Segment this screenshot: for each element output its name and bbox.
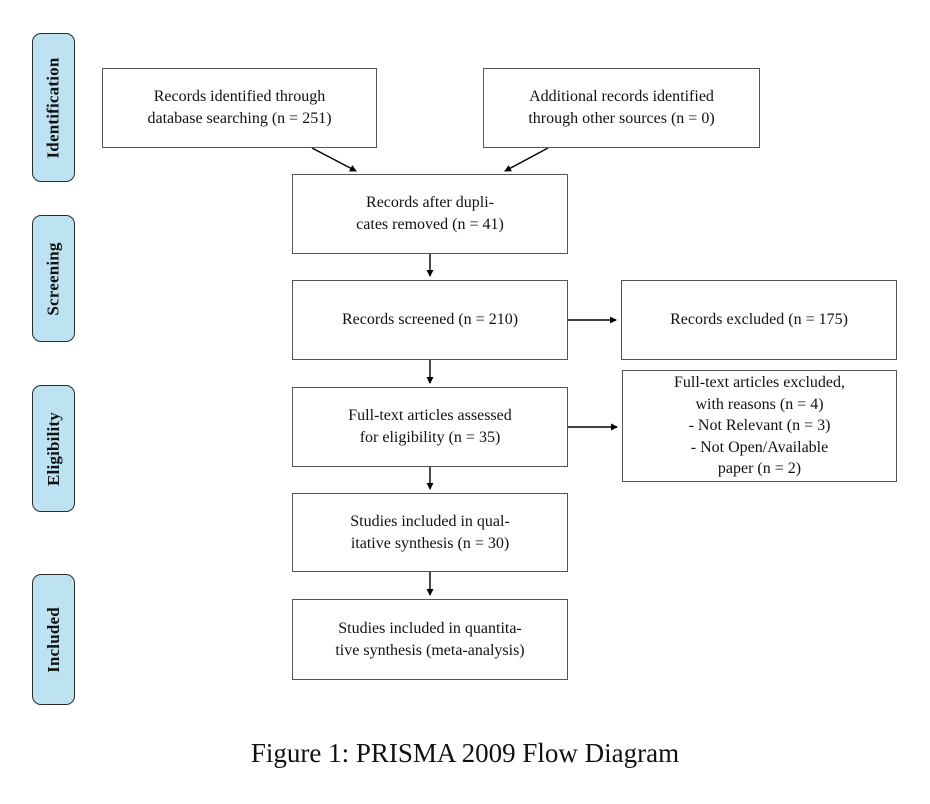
box-text-line: with reasons (n = 4) bbox=[695, 395, 824, 413]
box-text-line: paper (n = 2) bbox=[717, 460, 802, 478]
box-text-line: Records identified through bbox=[153, 88, 326, 105]
box-text-line: Records excluded (n = 175) bbox=[670, 311, 848, 328]
stage-label-text: Eligibility bbox=[43, 411, 63, 486]
box-text bbox=[103, 86, 376, 130]
figure-caption: Figure 1: PRISMA 2009 Flow Diagram bbox=[250, 738, 680, 768]
box-text bbox=[484, 86, 759, 130]
box-text-line: Records after dupli- bbox=[366, 194, 494, 211]
box-text-line: tive synthesis (meta-analysis) bbox=[335, 641, 525, 659]
box-text-line: Studies included in quantita- bbox=[338, 619, 522, 637]
box-text-line: Studies included in qual- bbox=[350, 512, 510, 530]
box-text bbox=[293, 618, 567, 662]
stage-label-included bbox=[32, 574, 75, 705]
stage-label-identification bbox=[32, 33, 75, 182]
box-fulltext-articles-assessed bbox=[292, 387, 568, 467]
box-text bbox=[623, 372, 896, 480]
box-text bbox=[293, 192, 567, 236]
box-text-line: - Not Relevant (n = 3) bbox=[688, 417, 831, 435]
box-fulltext-articles-excluded bbox=[622, 370, 897, 482]
box-text bbox=[293, 511, 567, 555]
box-records-identified-database bbox=[102, 68, 377, 148]
box-text bbox=[293, 405, 567, 449]
box-text-line: - Not Open/Available bbox=[690, 438, 829, 456]
box-text-line: Full-text articles excluded, bbox=[673, 374, 846, 392]
box-text-line: Additional records identified bbox=[529, 88, 714, 105]
stage-label-text: Identification bbox=[43, 56, 63, 159]
box-additional-records-other-sources bbox=[483, 68, 760, 148]
box-records-screened bbox=[292, 280, 568, 360]
box-text bbox=[622, 309, 896, 331]
box-text bbox=[293, 309, 567, 331]
box-text-line: Records screened (n = 210) bbox=[341, 311, 519, 328]
box-records-excluded bbox=[621, 280, 897, 360]
box-text-line: for eligibility (n = 35) bbox=[359, 429, 501, 446]
box-text-line: Full-text articles assessed bbox=[348, 407, 512, 424]
box-text-line: itative synthesis (n = 30) bbox=[350, 534, 510, 552]
arrow-identified-other-to-duplicates bbox=[505, 148, 548, 171]
box-studies-quantitative-synthesis bbox=[292, 599, 568, 680]
box-text-line: cates removed (n = 41) bbox=[356, 216, 504, 233]
box-text-line: through other sources (n = 0) bbox=[528, 110, 715, 127]
box-records-after-duplicates-removed bbox=[292, 174, 568, 254]
arrow-identified-db-to-duplicates bbox=[312, 148, 356, 171]
box-text-line: database searching (n = 251) bbox=[147, 110, 332, 127]
stage-label-text: Included bbox=[43, 606, 63, 673]
stage-label-text: Screening bbox=[43, 241, 63, 316]
stage-label-eligibility bbox=[32, 385, 75, 512]
box-studies-qualitative-synthesis bbox=[292, 493, 568, 572]
stage-label-screening bbox=[32, 215, 75, 342]
